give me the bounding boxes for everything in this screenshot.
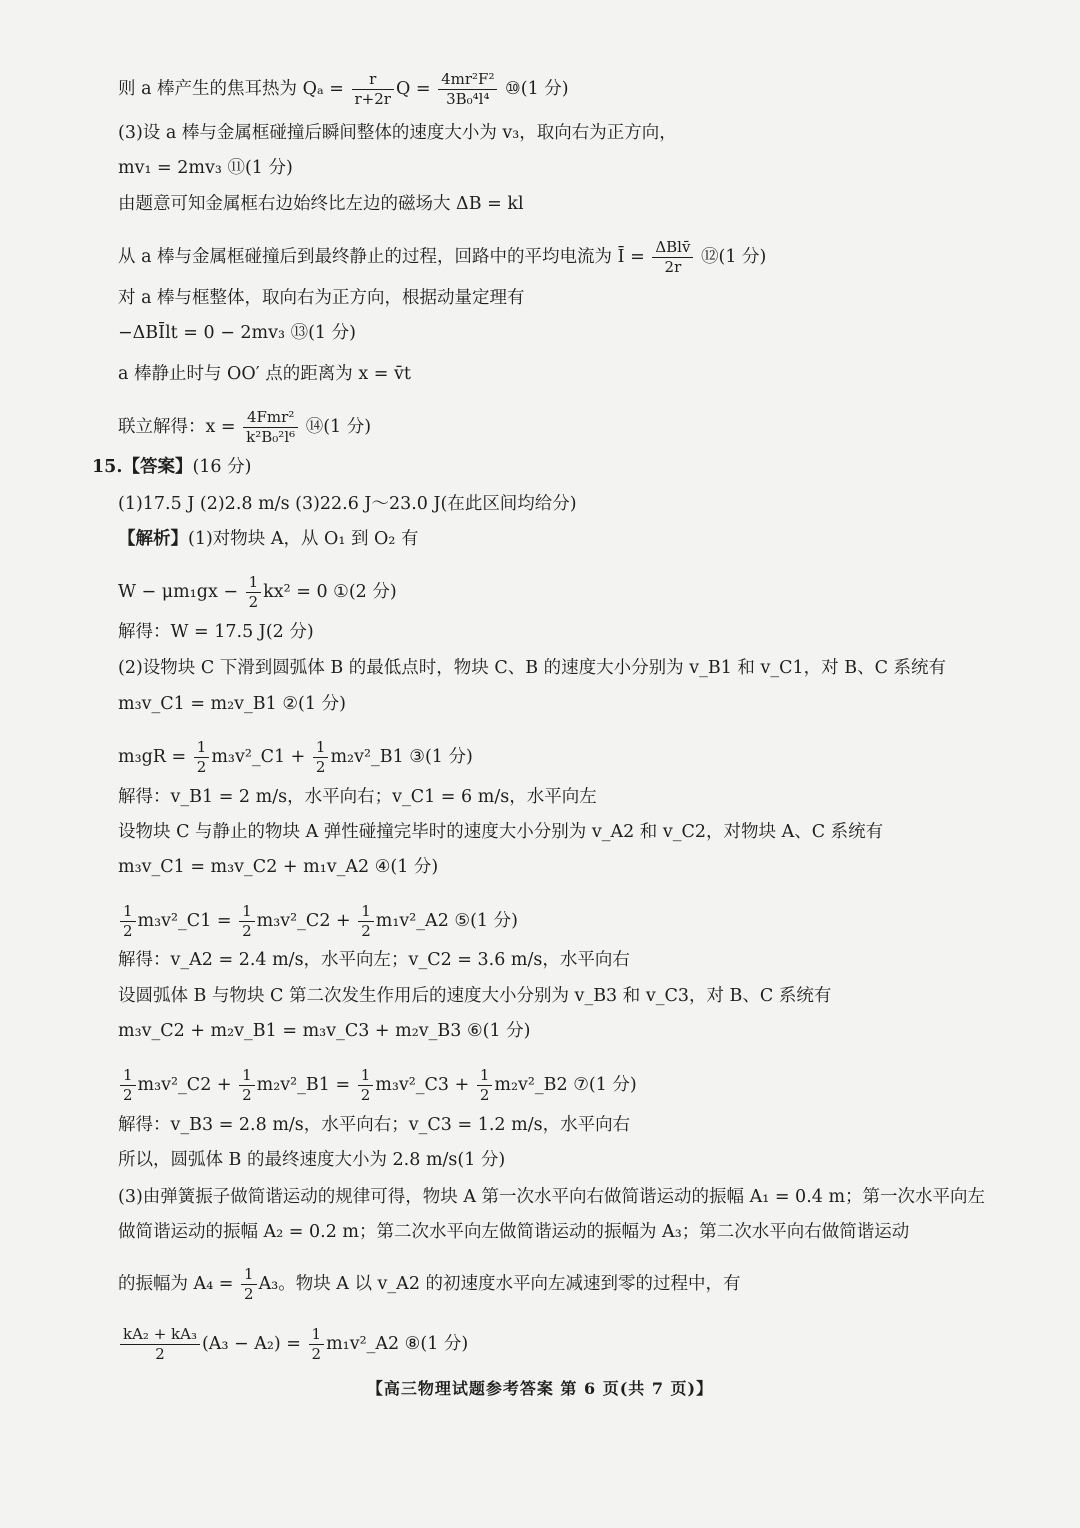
analysis-heading: 【解析】(1)对物块 A，从 O₁ 到 O₂ 有 xyxy=(118,529,419,549)
solution-line: 设物块 C 与静止的物块 A 弹性碰撞完毕时的速度大小分别为 v_A2 和 v_C2，对物块 A、C 系统有 xyxy=(118,822,884,842)
fraction: $\frac{1}{2}$ xyxy=(313,738,329,777)
solution-line: m₃v_C1 = m₃v_C2 + m₁v_A2 ④(1 分) xyxy=(118,857,439,877)
solution-line: 由题意可知金属框右边始终比左边的磁场大 ΔB = kl xyxy=(118,194,524,214)
fraction: 4Fmr² k²B₀²l⁶ xyxy=(243,408,298,447)
solution-line: 所以，圆弧体 B 的最终速度大小为 2.8 m/s(1 分) xyxy=(118,1150,506,1170)
solution-line: mv₁ = 2mv₃ ⑪(1 分) xyxy=(118,158,293,178)
solution-line: 则 a 棒产生的焦耳热为 Qₐ = $\frac{r}{r+2r}$ Q = $\frac{\text{4mr²F²}}{\text{3B₀⁴l⁴}}$ ⑩(1 分) xyxy=(118,70,569,108)
page-footer: 【高三物理试题参考答案 第 6 页(共 7 页)】 xyxy=(366,1379,714,1398)
solution-line: a 棒静止时与 OO′ 点的距离为 x = v̄t xyxy=(118,364,411,384)
fraction: $\frac{1}{2}$ xyxy=(241,1265,257,1304)
fraction: $\frac{1}{2}$ xyxy=(120,902,136,941)
solution-line: 解得：v_A2 = 2.4 m/s，水平向左；v_C2 = 3.6 m/s，水平向右 xyxy=(118,950,630,970)
solution-line: (2)设物块 C 下滑到圆弧体 B 的最低点时，物块 C、B 的速度大小分别为 v_B1 和 v_C1，对 B、C 系统有 xyxy=(118,658,947,678)
fraction: $\frac{r}{r+2r}$ xyxy=(352,70,394,109)
fraction: $\frac{1}{2}$ xyxy=(246,573,262,612)
solution-line: 解得：v_B3 = 2.8 m/s，水平向右；v_C3 = 1.2 m/s，水平向右 xyxy=(118,1115,631,1135)
part3-paragraph: (3)由弹簧振子做简谐运动的规律可得，物块 A 第一次水平向右做简谐运动的振幅 A₁ = 0.4 m；第一次水平向左做简谐运动的振幅 A₂ = 0.2 m；第二次水平向左做简谐运动的振幅为 A₃；第二次水平向右做简谐运动 xyxy=(118,1187,986,1242)
question-header: 15.【答案】(16 分) xyxy=(92,457,252,477)
fraction: $\frac{1}{2}$ xyxy=(477,1066,493,1105)
solution-line: m₃v_C1 = m₂v_B1 ②(1 分) xyxy=(118,694,346,714)
solution-line: $\frac{1}{2}$ m₃v²_C2 + $\frac{1}{2}$ m₂v²_B1 = $\frac{1}{2}$ m₃v²_C3 + $\frac{1}{2}$ m₂v²_B2 ⑦(1 分) xyxy=(118,1066,1000,1105)
answer-summary: (1)17.5 J (2)2.8 m/s (3)22.6 J～23.0 J(在此区间均给分) xyxy=(118,494,577,514)
solution-line: 的振幅为 A₄ = $\frac{1}{2}$ A₃。物块 A 以 v_A2 的初速度水平向左减速到零的过程中，有 xyxy=(118,1265,741,1303)
solution-line: 设圆弧体 B 与物块 C 第二次发生作用后的速度大小分别为 v_B3 和 v_C3，对 B、C 系统有 xyxy=(118,986,832,1006)
solution-line: (3)设 a 棒与金属框碰撞后瞬间整体的速度大小为 v₃，取向右为正方向， xyxy=(118,123,677,143)
solution-line: W − μm₁gx − $\frac{1}{2}$ kx² = 0 ①(2 分) xyxy=(118,573,397,611)
solution-line: m₃gR = $\frac{1}{2}$ m₃v²_C1 + $\frac{1}{2}$ m₂v²_B1 ③(1 分) xyxy=(118,738,473,776)
solution-line: m₃v_C2 + m₂v_B1 = m₃v_C3 + m₂v_B3 ⑥(1 分) xyxy=(118,1021,531,1041)
fraction: $\frac{\text{4mr²F²}}{\text{3B₀⁴l⁴}}$ xyxy=(438,70,497,109)
fraction: $\frac{1}{2}$ xyxy=(194,738,210,777)
fraction: $\frac{1}{2}$ xyxy=(239,1066,255,1105)
solution-line: 解得：W = 17.5 J(2 分) xyxy=(118,622,314,642)
solution-line: $\frac{1}{2}$ m₃v²_C1 = $\frac{1}{2}$ m₃v²_C2 + $\frac{1}{2}$ m₁v²_A2 ⑤(1 分) xyxy=(118,902,1000,941)
solution-line: 解得：v_B1 = 2 m/s，水平向右；v_C1 = 6 m/s，水平向左 xyxy=(118,787,597,807)
fraction: ΔBlv̄ 2r xyxy=(652,238,693,277)
fraction: $\frac{1}{2}$ xyxy=(239,902,255,941)
solution-line: 从 a 棒与金属框碰撞后到最终静止的过程，回路中的平均电流为 Ī = ΔBlv̄ 2r ⑫(1 分) xyxy=(118,238,767,276)
solution-line: 对 a 棒与框整体，取向右为正方向，根据动量定理有 xyxy=(118,288,525,308)
fraction: $\frac{1}{2}$ xyxy=(358,902,374,941)
solution-line: −ΔBĪlt = 0 − 2mv₃ ⑬(1 分) xyxy=(118,323,356,343)
solution-line: $\frac{\text{kA₂ + kA₃}}{2}$ (A₃ − A₂) = $\frac{1}{2}$ m₁v²_A2 ⑧(1 分) xyxy=(118,1325,1000,1364)
fraction: $\frac{1}{2}$ xyxy=(120,1066,136,1105)
fraction: $\frac{\text{kA₂ + kA₃}}{2}$ xyxy=(120,1325,200,1364)
solution-line: 联立解得：x = 4Fmr² k²B₀²l⁶ ⑭(1 分) xyxy=(118,408,372,446)
fraction: $\frac{1}{2}$ xyxy=(358,1066,374,1105)
fraction: $\frac{1}{2}$ xyxy=(309,1325,325,1364)
